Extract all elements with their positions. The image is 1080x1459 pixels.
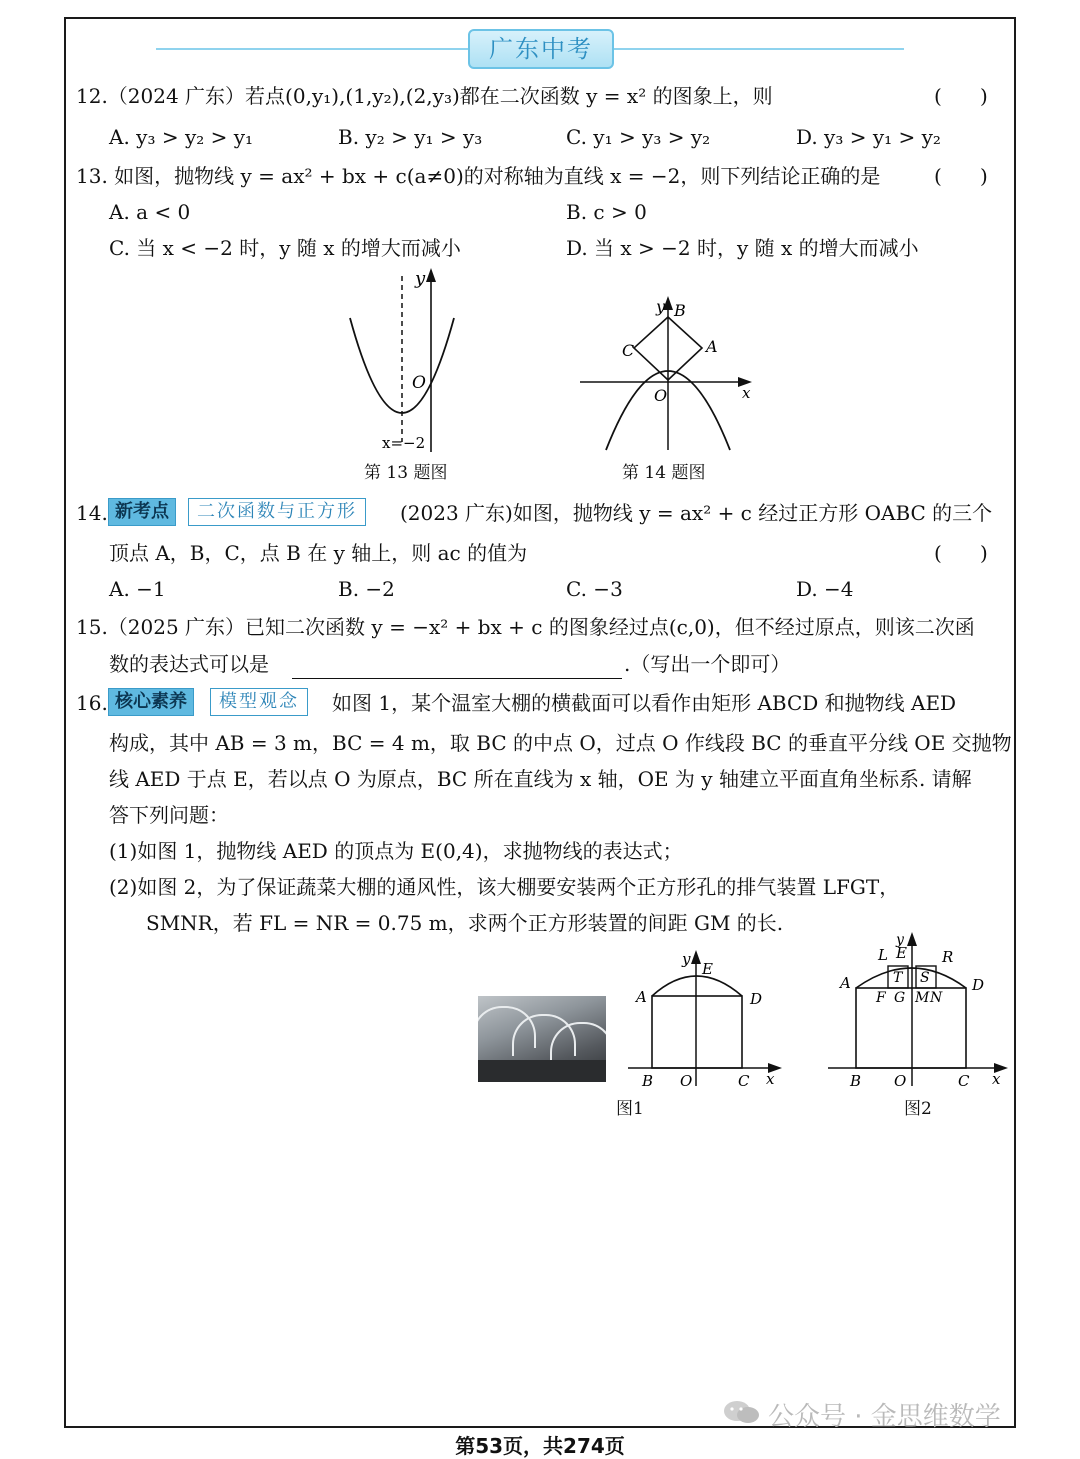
q12-option-d: D. y₃ > y₁ > y₂ bbox=[796, 125, 941, 149]
fig1-x-label: x bbox=[766, 1070, 775, 1088]
fig1-c-label: C bbox=[738, 1072, 750, 1090]
fig2-e-label: E bbox=[896, 944, 907, 962]
q16-core-literacy-tag: 核心素养 bbox=[108, 688, 194, 716]
q13-stem: 13. 如图，抛物线 y = ax² + bx + c(a≠0)的对称轴为直线 x = −2，则下列结论正确的是 bbox=[76, 164, 881, 188]
figure-14 bbox=[576, 294, 756, 454]
fig2-g-label: G bbox=[894, 990, 906, 1006]
figure-14-caption: 第 14 题图 bbox=[622, 463, 706, 483]
q16-line1: 如图 1，某个温室大棚的横截面可以看作由矩形 ABCD 和抛物线 AED bbox=[332, 691, 957, 715]
fig2-m-label: M bbox=[915, 990, 930, 1006]
fig1-o-label: O bbox=[680, 1072, 693, 1090]
header-rule-left bbox=[156, 48, 468, 50]
q12-option-b: B. y₂ > y₁ > y₃ bbox=[338, 125, 483, 149]
fig2-b-label: B bbox=[850, 1072, 862, 1090]
fig2-a-label: A bbox=[840, 974, 851, 992]
fig1-y-label: y bbox=[682, 950, 691, 968]
q14-topic-tag: 二次函数与正方形 bbox=[188, 498, 366, 526]
q14-number: 14. bbox=[76, 501, 108, 525]
q13-answer-paren: ( ) bbox=[934, 164, 988, 188]
figure-13-caption: 第 13 题图 bbox=[364, 463, 448, 483]
page-number: 第53页，共274页 bbox=[455, 1434, 625, 1458]
fig2-d-label: D bbox=[972, 976, 985, 994]
q14-new-point-tag: 新考点 bbox=[108, 498, 176, 526]
fig14-b-label: B bbox=[674, 301, 686, 320]
q13-option-d: D. 当 x > −2 时，y 随 x 的增大而减小 bbox=[566, 236, 919, 260]
q16-line2: 构成，其中 AB = 3 m，BC = 4 m，取 BC 的中点 O，过点 O 作线段 BC 的垂直平分线 OE 交抛物 bbox=[109, 731, 1012, 755]
q16-part1: (1)如图 1，抛物线 AED 的顶点为 E(0,4)，求抛物线的表达式； bbox=[109, 839, 683, 863]
q14-option-a: A. −1 bbox=[109, 577, 166, 601]
greenhouse-photo bbox=[478, 996, 606, 1082]
q12-option-a: A. y₃ > y₂ > y₁ bbox=[109, 125, 254, 149]
fig14-a-label: A bbox=[706, 337, 718, 356]
q14-option-d: D. −4 bbox=[796, 577, 854, 601]
q16-part2-line2: SMNR，若 FL = NR = 0.75 m，求两个正方形装置的间距 GM 的长. bbox=[146, 911, 784, 935]
fig14-c-label: C bbox=[622, 341, 635, 360]
q16-part2-line1: (2)如图 2，为了保证蔬菜大棚的通风性，该大棚要安装两个正方形孔的排气装置 LFGT， bbox=[109, 875, 900, 899]
fig2-o-label: O bbox=[894, 1072, 907, 1090]
fig2-l-label: L bbox=[878, 946, 888, 964]
fig1-e-label: E bbox=[702, 960, 713, 978]
page-frame bbox=[64, 17, 1016, 1428]
section-badge: 广东中考 bbox=[468, 29, 614, 69]
watermark: 公众号 · 金思维数学 bbox=[768, 1402, 1001, 1432]
fig13-y-label: y bbox=[415, 268, 426, 289]
fig2-y-label: y bbox=[896, 932, 904, 948]
q15-line1: 15.（2025 广东）已知二次函数 y = −x² + bx + c 的图象经过点(c,0)，但不经过原点，则该二次函 bbox=[76, 615, 975, 639]
fig13-origin-label: O bbox=[412, 373, 426, 393]
q14-option-c: C. −3 bbox=[566, 577, 623, 601]
fig1-a-label: A bbox=[636, 988, 647, 1006]
q14-line2: 顶点 A，B，C，点 B 在 y 轴上，则 ac 的值为 bbox=[109, 541, 528, 565]
fig13-axis-label: x=−2 bbox=[382, 434, 426, 452]
q12-option-c: C. y₁ > y₃ > y₂ bbox=[566, 125, 711, 149]
figure-13 bbox=[330, 262, 480, 462]
q15-answer-blank[interactable] bbox=[292, 678, 622, 679]
q16-line3: 线 AED 于点 E，若以点 O 为原点，BC 所在直线为 x 轴，OE 为 y 轴建立平面直角坐标系. 请解 bbox=[109, 767, 972, 791]
fig14-x-label: x bbox=[742, 384, 751, 402]
fig2-f-label: F bbox=[876, 990, 886, 1006]
q12-answer-paren: ( ) bbox=[934, 84, 988, 108]
fig1-b-label: B bbox=[642, 1072, 654, 1090]
q16-line4: 答下列问题： bbox=[109, 803, 229, 827]
q14-option-b: B. −2 bbox=[338, 577, 395, 601]
fig2-s-label: S bbox=[920, 970, 930, 986]
q13-option-a: A. a < 0 bbox=[109, 200, 191, 224]
fig2-r-label: R bbox=[942, 948, 954, 966]
fig14-y-label: y bbox=[656, 297, 666, 316]
q13-option-b: B. c > 0 bbox=[566, 200, 647, 224]
q15-line2-start: 数的表达式可以是 bbox=[109, 652, 269, 676]
fig1-d-label: D bbox=[750, 990, 763, 1008]
figure-1-caption: 图1 bbox=[616, 1099, 644, 1119]
fig2-t-label: T bbox=[893, 970, 903, 986]
fig2-n-label: N bbox=[930, 990, 943, 1006]
q16-number: 16. bbox=[76, 691, 108, 715]
figure-1 bbox=[624, 946, 784, 1096]
fig14-o-label: O bbox=[654, 386, 668, 405]
header-rule-right bbox=[614, 48, 904, 50]
q12-stem: 12.（2024 广东）若点(0,y₁),(1,y₂),(2,y₃)都在二次函数 y = x² 的图象上，则 bbox=[76, 84, 773, 108]
q14-answer-paren: ( ) bbox=[934, 541, 988, 565]
fig2-x-label: x bbox=[992, 1070, 1001, 1088]
fig2-c-label: C bbox=[958, 1072, 970, 1090]
q14-line1: (2023 广东)如图，抛物线 y = ax² + c 经过正方形 OABC 的三个 bbox=[400, 501, 993, 525]
wechat-icon bbox=[722, 1399, 762, 1425]
q15-line2-end: .（写出一个即可） bbox=[624, 652, 791, 676]
q13-option-c: C. 当 x < −2 时，y 随 x 的增大而减小 bbox=[109, 236, 461, 260]
figure-2 bbox=[826, 926, 1010, 1096]
figure-2-caption: 图2 bbox=[904, 1099, 932, 1119]
q16-topic-tag: 模型观念 bbox=[210, 688, 308, 716]
